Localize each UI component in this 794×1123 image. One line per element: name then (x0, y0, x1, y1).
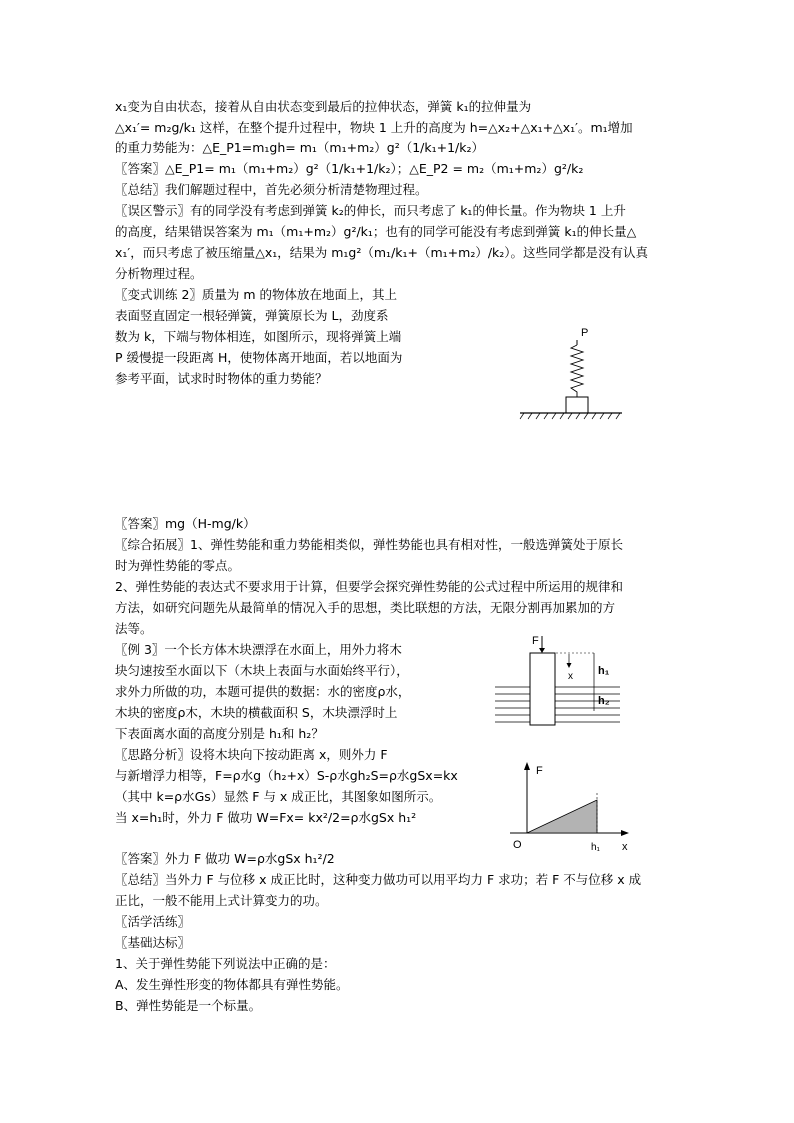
graph-y-label: F (536, 765, 543, 777)
text-line: 分析物理过程。 (115, 266, 203, 281)
text-line: 时为弹性势能的零点。 (115, 558, 241, 573)
text-line: （其中 k=ρ水Gs）显然 F 与 x 成正比，其图象如图所示。 (115, 789, 442, 804)
exercise-heading: 〖变式训练 2〗质量为 m 的物体放在地面上，其上 (115, 287, 398, 302)
analysis-line: 〖思路分析〗设将木块向下按动距离 x，则外力 F (115, 747, 388, 762)
text-line: 块匀速按至水面以下（木块上表面与水面始终平行）， (115, 663, 409, 678)
answer-line: 〖答案〗mg（H-mg/k） (115, 516, 256, 531)
wood-block (530, 653, 555, 725)
ground-hatching (520, 413, 620, 419)
text-line: 2、弹性势能的表达式不要求用于计算，但要学会探究弹性势能的公式过程中所运用的规律和 (115, 579, 623, 594)
warning-line: 〖误区警示〗有的同学没有考虑到弹簧 k₂的伸长，而只考虑了 k₁的伸长量。作为物块 1 上升 (115, 203, 626, 218)
text-line: 方法，如研究问题先从最简单的情况入手的思想，类比联想的方法，无限分割再加累加的方 (115, 600, 616, 615)
graph-h1-tick: h₁ (591, 842, 600, 853)
spring-p-label: P (581, 327, 589, 339)
force-f-label: F (532, 635, 539, 647)
text-line: 下表面离水面的高度分别是 h₁和 h₂？ (115, 726, 324, 741)
block (566, 397, 588, 413)
text-line: △x₁′= m₂g/k₁ 这样，在整个提升过程中，物块 1 上升的高度为 h=△x₂+△x₁+△x₁′。m₁增加 (115, 120, 633, 135)
summary-line: 〖总结〗当外力 F 与位移 x 成正比时，这种变力做功可以用平均力 F 求功；若 F 不与位移 x 成 (115, 872, 642, 887)
text-line: 的高度，结果错误答案为 m₁（m₁+m₂）g²/k₁；也有的同学可能没有考虑到弹簧 k₁的伸长量△ (115, 224, 637, 239)
answer-line: 〖答案〗外力 F 做功 W=ρ水gSx h₁²/2 (115, 851, 335, 866)
option-line: A、发生弹性形变的物体都具有弹性势能。 (115, 977, 349, 992)
text-line: 求外力所做的功，本题可提供的数据：水的密度ρ水， (115, 684, 411, 699)
text-line: 木块的密度ρ木，木块的横截面积 S，木块漂浮时上 (115, 705, 398, 720)
text-line: x₁′，而只考虑了被压缩量△x₁，结果为 m₁g²（m₁/k₁+（m₁+m₂）/k₂）。这些同学都是没有认真 (115, 245, 649, 260)
text-line: 的重力势能为：△E_P1=m₁gh= m₁（m₁+m₂）g²（1/k₁+1/k₂） (115, 140, 485, 155)
section-heading: 〖基础达标〗 (115, 935, 191, 950)
work-area (527, 800, 597, 833)
floating-block-figure (490, 628, 625, 743)
text-line: 正比，一般不能用上式计算变力的功。 (115, 893, 328, 908)
answer-line: 〖答案〗△E_P1= m₁（m₁+m₂）g²（1/k₁+1/k₂）；△E_P2 = m₂（m₁+m₂）g²/k₂ (115, 161, 584, 176)
h2-label: h₂ (598, 695, 610, 707)
example-heading: 〖例 3〗一个长方体木块漂浮在水面上，用外力将木 (115, 642, 402, 657)
spring-block-figure (515, 320, 625, 425)
spring-coil (571, 345, 583, 397)
question-line: 1、关于弹性势能下列说法中正确的是： (115, 956, 336, 971)
text-line: 与新增浮力相等，F=ρ水g（h₂+x）S-ρ水gh₂S=ρ水gSx=kx (115, 768, 458, 783)
text-line: 数为 k，下端与物体相连，如图所示，现将弹簧上端 (115, 329, 402, 344)
option-line: B、弹性势能是一个标量。 (115, 998, 262, 1013)
force-displacement-graph (505, 758, 640, 858)
text-line: P 缓慢提一段距离 H，使物体离开地面，若以地面为 (115, 350, 403, 365)
graph-origin-label: O (513, 839, 522, 851)
x-label: x (568, 671, 573, 682)
graph-x-label: x (622, 841, 628, 853)
text-line: 法等。 (115, 621, 153, 636)
h1-label: h₁ (598, 665, 610, 677)
summary-line: 〖总结〗我们解题过程中，首先必须分析清楚物理过程。 (115, 182, 428, 197)
text-line: 表面竖直固定一根轻弹簧，弹簧原长为 L，劲度系 (115, 308, 389, 323)
extension-line: 〖综合拓展〗1、弹性势能和重力势能相类似，弹性势能也具有相对性，一般选弹簧处于原长 (115, 537, 623, 552)
text-line: 当 x=h₁时，外力 F 做功 W=Fx= kx²/2=ρ水gSx h₁² (115, 810, 417, 825)
text-line: x₁变为自由状态，接着从自由状态变到最后的拉伸状态，弹簧 k₁的拉伸量为 (115, 99, 532, 114)
text-line: 参考平面，试求时时物体的重力势能？ (115, 371, 328, 386)
section-heading: 〖活学活练〗 (115, 914, 191, 929)
